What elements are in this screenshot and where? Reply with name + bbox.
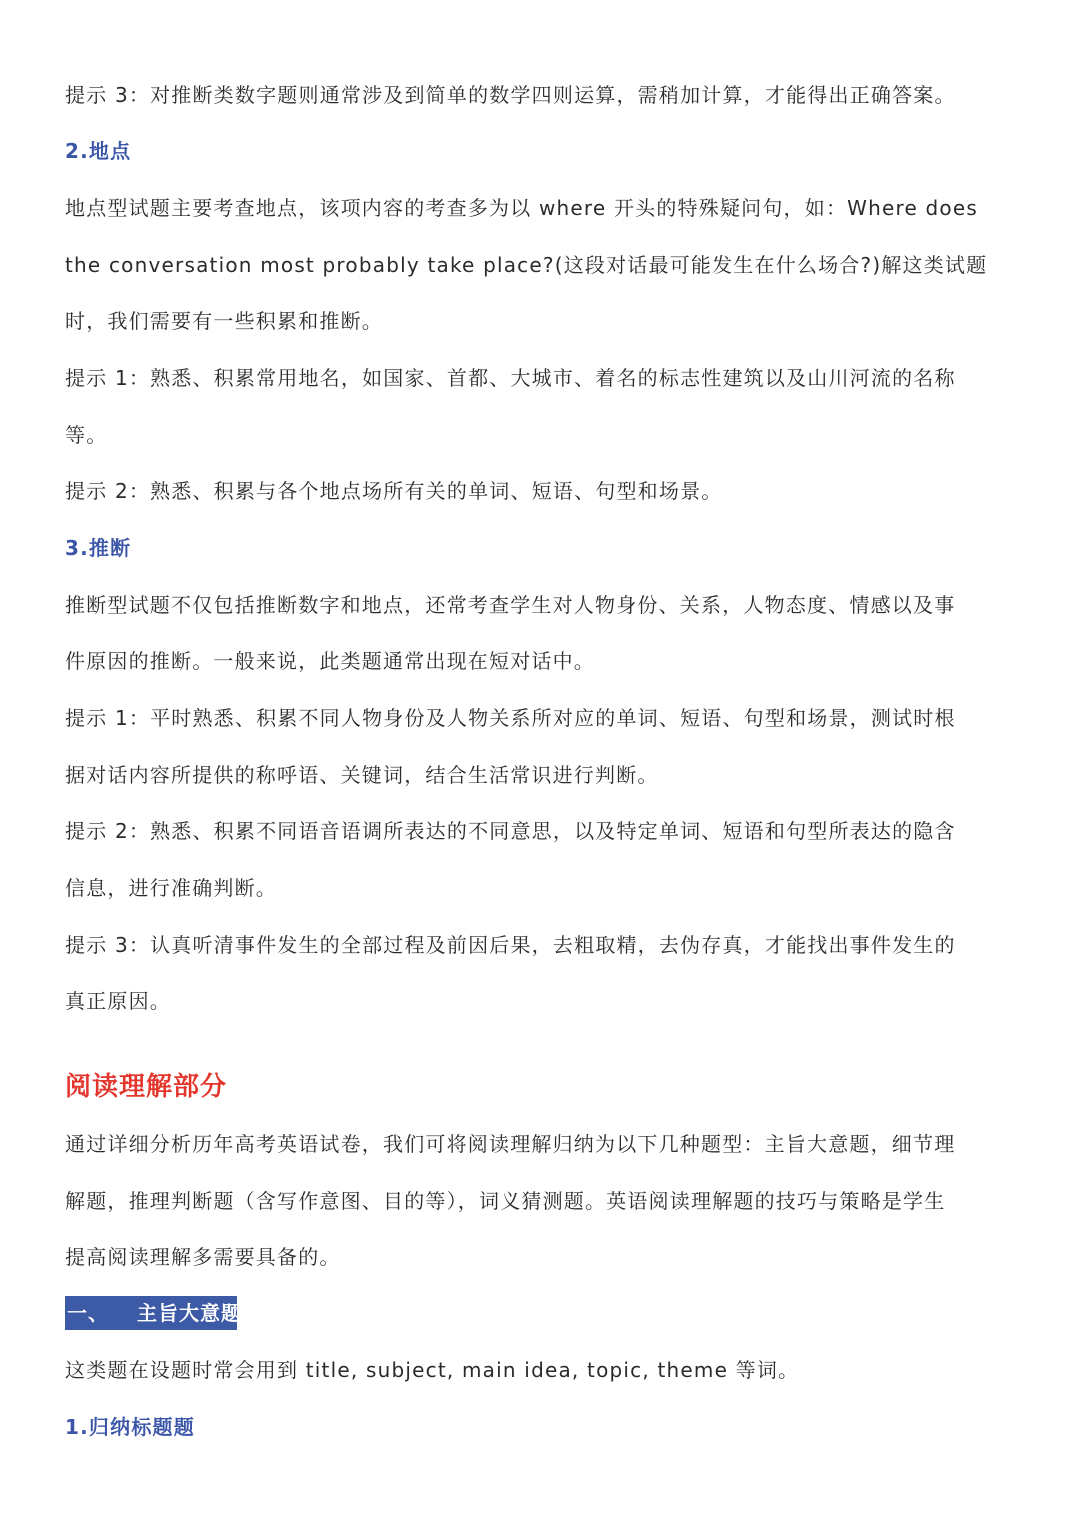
paragraph-inference-tip1-2: 据对话内容所提供的称呼语、关键词，结合生活常识进行判断。 xyxy=(65,763,659,787)
paragraph-inference-intro-2: 件原因的推断。一般来说，此类题通常出现在短对话中。 xyxy=(65,649,595,673)
paragraph-location-intro-3: 时，我们需要有一些积累和推断。 xyxy=(65,309,383,333)
paragraph-location-intro-1: 地点型试题主要考查地点，该项内容的考查多为以 where 开头的特殊疑问句，如：Where does xyxy=(65,196,978,220)
paragraph-reading-intro-2: 解题，推理判断题（含写作意图、目的等），词义猜测题。英语阅读理解题的技巧与策略是学生 xyxy=(65,1189,946,1213)
section-heading-location: 2.地点 xyxy=(65,139,132,163)
paragraph-location-intro-2: the conversation most probably take place?(这段对话最可能发生在什么场合?)解这类试题 xyxy=(65,253,988,277)
paragraph-tip3-numbers: 提示 3：对推断类数字题则通常涉及到简单的数学四则运算，需稍加计算，才能得出正确答案。 xyxy=(65,83,956,107)
paragraph-reading-intro-3: 提高阅读理解多需要具备的。 xyxy=(65,1245,341,1269)
paragraph-inference-tip3-2: 真正原因。 xyxy=(65,989,171,1013)
paragraph-inference-tip1-1: 提示 1：平时熟悉、积累不同人物身份及人物关系所对应的单词、短语、句型和场景，测试时根 xyxy=(65,706,956,730)
paragraph-inference-intro-1: 推断型试题不仅包括推断数字和地点，还常考查学生对人物身份、关系，人物态度、情感以及事 xyxy=(65,593,956,617)
banner-number: 一、 xyxy=(67,1301,109,1325)
paragraph-reading-intro-1: 通过详细分析历年高考英语试卷，我们可将阅读理解归纳为以下几种题型：主旨大意题，细节理 xyxy=(65,1132,956,1156)
paragraph-inference-tip2-1: 提示 2：熟悉、积累不同语音语调所表达的不同意思，以及特定单词、短语和句型所表达的隐含 xyxy=(65,819,956,843)
section-heading-title-question: 1.归纳标题题 xyxy=(65,1415,195,1439)
subsection-banner-main-idea xyxy=(65,1296,242,1330)
banner-title: 主旨大意题 xyxy=(137,1301,242,1325)
paragraph-main-idea-keywords: 这类题在设题时常会用到 title, subject, main idea, topic, theme 等词。 xyxy=(65,1358,800,1382)
section-heading-reading: 阅读理解部分 xyxy=(65,1072,228,1102)
paragraph-location-tip1-2: 等。 xyxy=(65,423,108,447)
paragraph-location-tip1-1: 提示 1：熟悉、积累常用地名，如国家、首都、大城市、着名的标志性建筑以及山川河流的名称 xyxy=(65,366,956,390)
section-heading-inference: 3.推断 xyxy=(65,536,132,560)
paragraph-inference-tip2-2: 信息，进行准确判断。 xyxy=(65,876,277,900)
paragraph-inference-tip3-1: 提示 3：认真听清事件发生的全部过程及前因后果，去粗取精，去伪存真，才能找出事件发生的 xyxy=(65,933,956,957)
paragraph-location-tip2: 提示 2：熟悉、积累与各个地点场所有关的单词、短语、句型和场景。 xyxy=(65,479,723,503)
